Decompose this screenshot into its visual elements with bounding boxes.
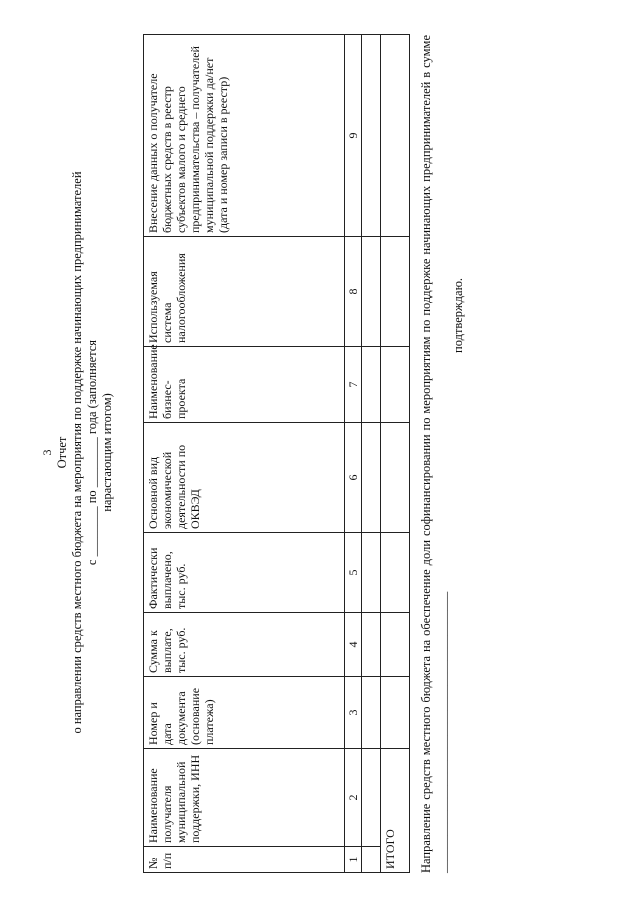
- empty-row: [362, 35, 381, 873]
- title-line-2: о направлении средств местного бюджета на мероприятия по поддержке начинающих предпринимателей: [70, 171, 84, 734]
- report-title: [55, 0, 115, 905]
- footer-statement: [418, 35, 466, 873]
- total-label: ИТОГО: [381, 749, 410, 873]
- column-number: 2: [345, 749, 362, 847]
- header-row: [144, 35, 345, 873]
- empty-cell: [381, 533, 410, 613]
- column-number: 1: [345, 847, 362, 873]
- report-table: [143, 34, 410, 873]
- header-cell: № п/п: [144, 847, 345, 873]
- column-number: 7: [345, 347, 362, 423]
- column-number: 3: [345, 677, 362, 749]
- empty-cell: [362, 533, 381, 613]
- header-cell: Наименование бизнес-проекта: [144, 347, 345, 423]
- page-number: 3: [40, 449, 54, 456]
- empty-cell: [381, 613, 410, 677]
- column-number-row: [345, 35, 362, 873]
- empty-cell: [362, 347, 381, 423]
- footer-text: Направление средств местного бюджета на обеспечение доли софинансировании по мероприятиям по поддержке начинающих предпринимателей в сумме _____________________________________________: [419, 35, 449, 873]
- column-number: 6: [345, 423, 362, 533]
- footer-confirm: подтверждаю.: [451, 277, 465, 353]
- empty-cell: [381, 423, 410, 533]
- empty-cell: [362, 237, 381, 347]
- empty-cell: [381, 347, 410, 423]
- empty-cell: [362, 423, 381, 533]
- total-row: [381, 35, 410, 873]
- empty-cell: [381, 677, 410, 749]
- header-cell: Внесение данных о получателе бюджетных средств в реестр субъектов малого и среднего предпринимательства – получателей муниципальной поддержки да/нет (дата и номер записи в реестр): [144, 35, 345, 237]
- empty-cell: [381, 237, 410, 347]
- column-number: 5: [345, 533, 362, 613]
- header-cell: Используемая система налогообложения: [144, 237, 345, 347]
- header-cell: Фактически выплачено, тыс. руб.: [144, 533, 345, 613]
- empty-cell: [362, 35, 381, 237]
- header-cell: Сумма к выплате, тыс. руб.: [144, 613, 345, 677]
- column-number: 9: [345, 35, 362, 237]
- title-line-4: нарастающим итогом): [100, 393, 114, 512]
- column-number: 8: [345, 237, 362, 347]
- title-line-3: с ________ по ________ года (заполняется: [85, 339, 99, 566]
- header-cell: Номер и дата документа (основание платежа): [144, 677, 345, 749]
- empty-cell: [362, 749, 381, 847]
- header-cell: Основной вид экономической деятельности по ОКВЭД: [144, 423, 345, 533]
- empty-cell: [362, 613, 381, 677]
- empty-cell: [362, 847, 381, 873]
- column-number: 4: [345, 613, 362, 677]
- title-line-1: Отчет: [55, 436, 69, 469]
- header-cell: Наименование получателя муниципальной поддержки, ИНН: [144, 749, 345, 847]
- empty-cell: [381, 35, 410, 237]
- empty-cell: [362, 677, 381, 749]
